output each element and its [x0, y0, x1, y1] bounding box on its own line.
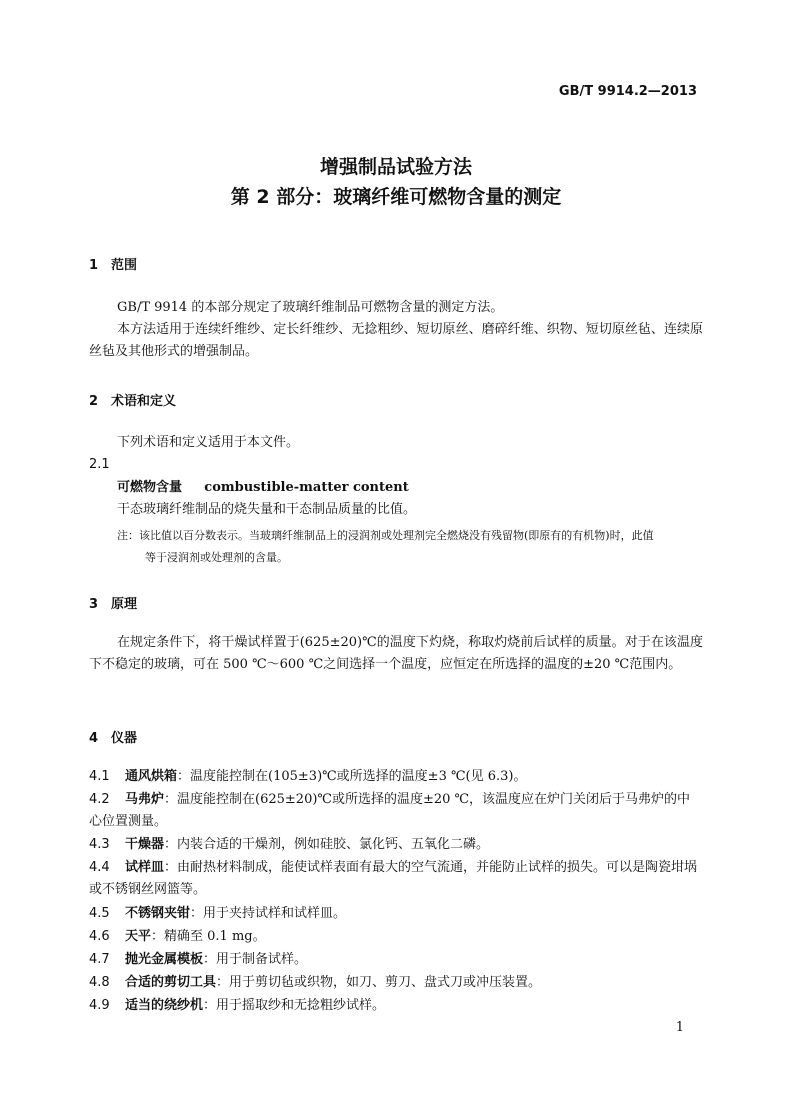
- item-number: 4.4: [89, 860, 110, 875]
- term-english: combustible-matter content: [204, 480, 409, 495]
- item-term: 干燥器: [125, 837, 165, 852]
- apparatus-item: [89, 903, 703, 925]
- apparatus-item: [89, 834, 703, 856]
- apparatus-item: [89, 766, 703, 788]
- note-line-1: 注：该比值以百分数表示。当玻璃纤维制品上的浸润剂或处理剂完全燃烧没有残留物(即原有的有机物)时，此值: [117, 529, 654, 542]
- item-number: 4.2: [89, 792, 110, 807]
- section-title: 术语和定义: [111, 394, 177, 409]
- section-title: 范围: [111, 258, 138, 273]
- item-text: ：用于夹持试样和试样皿。: [190, 906, 347, 921]
- section-2-heading: [89, 390, 176, 409]
- item-number: 4.1: [89, 769, 110, 784]
- document-title-line1: 增强制品试验方法: [319, 156, 472, 178]
- page-number: 1: [675, 1020, 684, 1035]
- definition-number: 2.1: [89, 457, 110, 472]
- item-text: ：温度能控制在(105±3)℃或所选择的温度±3 ℃(见 6.3)。: [177, 769, 527, 784]
- item-number: 4.7: [89, 952, 110, 967]
- section-number: 4: [89, 731, 99, 746]
- item-text: ：内装合适的干燥剂，例如硅胶、氯化钙、五氧化二磷。: [164, 837, 490, 852]
- definition-term: [117, 477, 409, 499]
- document-title-line2: 第 2 部分：玻璃纤维可燃物含量的测定: [230, 186, 562, 208]
- item-number: 4.8: [89, 975, 110, 990]
- section-number: 1: [89, 258, 99, 273]
- item-number: 4.9: [89, 998, 110, 1013]
- item-term: 试样皿: [125, 860, 165, 875]
- section-3-heading: [89, 593, 137, 612]
- apparatus-item: [89, 926, 703, 948]
- note-line-2: 等于浸润剂或处理剂的含量。: [145, 551, 288, 564]
- section-1-paragraph-1: GB/T 9914 的本部分规定了玻璃纤维制品可燃物含量的测定方法。: [117, 300, 504, 315]
- standard-code: GB/T 9914.2—2013: [558, 84, 697, 99]
- term-chinese: 可燃物含量: [117, 480, 183, 495]
- apparatus-item: [89, 857, 703, 901]
- section-title: 仪器: [111, 731, 138, 746]
- section-2-paragraph-1: 下列术语和定义适用于本文件。: [117, 435, 300, 450]
- item-term: 马弗炉: [125, 792, 165, 807]
- item-term: 通风烘箱: [125, 769, 178, 784]
- section-3-paragraph-1: 在规定条件下，将干燥试样置于(625±20)℃的温度下灼烧，称取灼烧前后试样的质量。对于在该温度下不稳定的玻璃，可在 500 ℃～600 ℃之间选择一个温度，应恒定在所选择的温度的±20 ℃范围内。: [89, 635, 703, 672]
- apparatus-item: [89, 789, 703, 833]
- item-term: 抛光金属模板: [125, 952, 204, 967]
- item-term: 适当的绕纱机: [125, 998, 204, 1013]
- section-number: 3: [89, 597, 99, 612]
- section-number: 2: [89, 394, 99, 409]
- section-title: 原理: [111, 597, 138, 612]
- apparatus-item: [89, 949, 703, 971]
- item-text: ：由耐热材料制成，能使试样表面有最大的空气流通，并能防止试样的损失。可以是陶瓷坩埚或不锈钢丝网篮等。: [89, 860, 698, 897]
- item-text: ：用于剪切毡或织物，如刀、剪刀、盘式刀或冲压装置。: [216, 975, 542, 990]
- section-4-heading: [89, 727, 137, 746]
- item-term: 天平: [125, 929, 152, 944]
- item-number: 4.5: [89, 906, 110, 921]
- section-1-paragraph-2: 本方法适用于连续纤维纱、定长纤维纱、无捻粗纱、短切原丝、磨碎纤维、织物、短切原丝毡、连续原丝毡及其他形式的增强制品。: [89, 322, 703, 359]
- definition-text: 干态玻璃纤维制品的烧失量和干态制品质量的比值。: [117, 502, 417, 517]
- apparatus-item: [89, 995, 703, 1017]
- item-text: ：用于摇取纱和无捻粗纱试样。: [203, 998, 386, 1013]
- item-term: 合适的剪切工具: [125, 975, 217, 990]
- apparatus-item: [89, 972, 703, 994]
- section-1-heading: [89, 254, 137, 273]
- item-text: ：温度能控制在(625±20)℃或所选择的温度±20 ℃，该温度应在炉门关闭后于马弗炉的中心位置测量。: [89, 792, 691, 829]
- item-number: 4.3: [89, 837, 110, 852]
- item-text: ：用于制备试样。: [203, 952, 308, 967]
- item-number: 4.6: [89, 929, 110, 944]
- item-text: ：精确至 0.1 mg。: [151, 929, 266, 944]
- item-term: 不锈钢夹钳: [125, 906, 191, 921]
